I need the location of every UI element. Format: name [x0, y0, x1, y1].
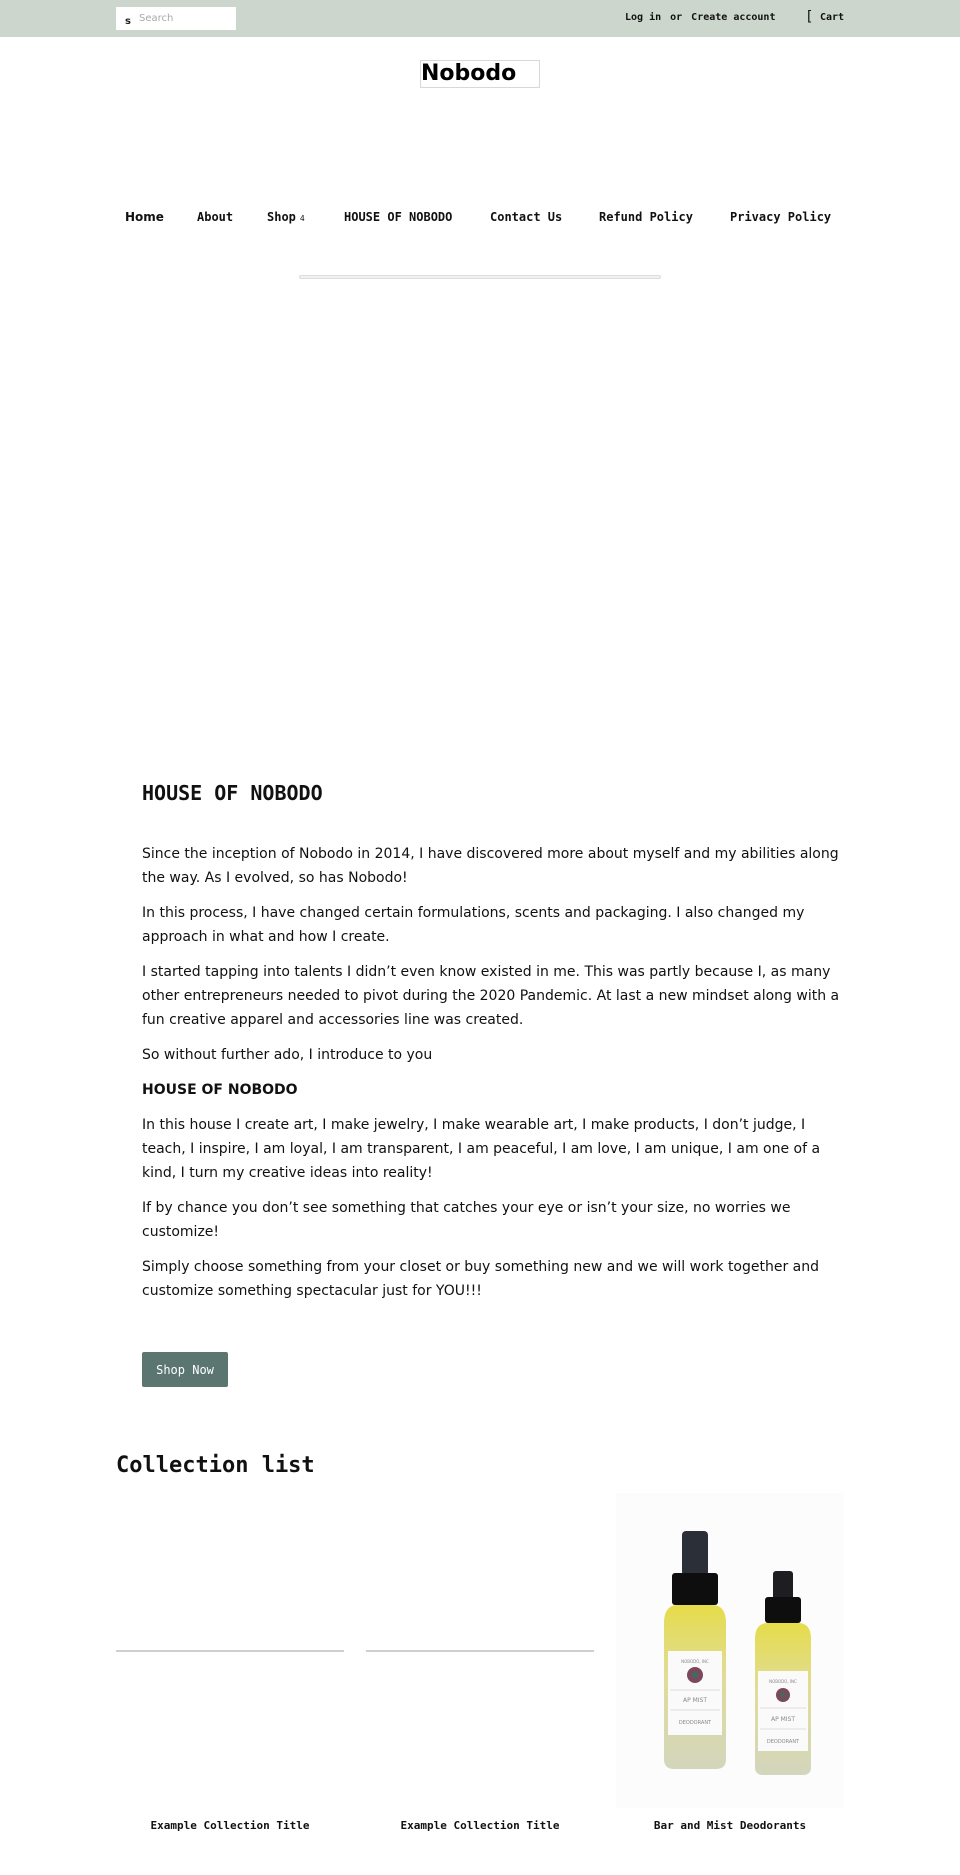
collection-card[interactable] — [116, 1493, 344, 1838]
collection-list-title: Collection list — [116, 1453, 315, 1478]
subheading: HOUSE OF NOBODO — [142, 1082, 298, 1098]
create-account-link[interactable]: Create account — [691, 12, 776, 23]
page-content — [142, 780, 852, 1314]
nav-item-contact-us[interactable]: Contact Us — [490, 210, 563, 224]
paragraph: In this process, I have changed certain formulations, scents and packaging. I also changed my approach in what and how I create. — [142, 905, 805, 945]
collection-title: Bar and Mist Deodorants — [653, 1819, 807, 1832]
collection-card[interactable] — [616, 1493, 844, 1838]
nav-item-privacy-policy[interactable]: Privacy Policy — [730, 210, 832, 224]
collection-title: Example Collection Title — [150, 1819, 310, 1832]
collection-card[interactable] — [366, 1493, 594, 1838]
paragraph: If by chance you don’t see something that catches your eye or isn’t your size, no worries we customize! — [142, 1200, 791, 1240]
deodorant-bottles-image — [616, 1493, 844, 1808]
svg-text:AP MIST: AP MIST — [770, 1716, 796, 1723]
svg-text:NOBODO, INC: NOBODO, INC — [681, 1659, 709, 1664]
nav-item-house-of-nobodo[interactable]: HOUSE OF NOBODO — [344, 210, 453, 224]
nav-item-refund-policy[interactable]: Refund Policy — [599, 210, 693, 224]
search-icon[interactable]: s — [125, 16, 131, 27]
placeholder-line — [116, 1650, 344, 1652]
slideshow-progress-bar — [299, 275, 661, 279]
collection-image-placeholder — [366, 1493, 594, 1808]
paragraph: So without further ado, I introduce to you — [142, 1047, 433, 1063]
nav-item-home[interactable]: Home — [125, 210, 164, 224]
svg-text:NOBODO, INC: NOBODO, INC — [769, 1679, 797, 1684]
login-link[interactable]: Log in — [625, 12, 662, 23]
search-input[interactable] — [139, 10, 231, 26]
paragraph: Since the inception of Nobodo in 2014, I have discovered more about myself and my abilities along the way. As I evolved, so has Nobodo! — [142, 846, 839, 886]
bottles-illustration — [616, 1493, 844, 1808]
search-box[interactable] — [116, 7, 236, 30]
account-links — [625, 12, 775, 24]
chevron-down-icon: 4 — [299, 214, 305, 223]
top-bar — [0, 0, 960, 37]
nav-item-shop[interactable] — [267, 209, 305, 227]
paragraph: I started tapping into talents I didn’t even know existed in me. This was partly because I, as many other entrepreneurs needed to pivot during the 2020 Pandemic. At last a new mindset along with a fun creative apparel and accessories line was created. — [142, 964, 840, 1028]
paragraph: Simply choose something from your closet or buy something new and we will work together and customize something spectacular just for YOU!!! — [142, 1259, 820, 1299]
shop-now-button[interactable]: Shop Now — [142, 1352, 228, 1387]
collection-title: Example Collection Title — [400, 1819, 560, 1832]
page-title: HOUSE OF NOBODO — [142, 781, 323, 805]
or-separator: or — [670, 12, 683, 23]
cart-icon[interactable]: [ — [805, 9, 814, 25]
collection-image-placeholder — [116, 1493, 344, 1808]
svg-text:AP MIST: AP MIST — [682, 1697, 708, 1704]
svg-text:DEODORANT: DEODORANT — [766, 1739, 800, 1745]
paragraph: In this house I create art, I make jewelry, I make wearable art, I make products, I don’t judge, I teach, I inspire, I am loyal, I am transparent, I am peaceful, I am love, I am unique, I am one of a kind, I turn my creative ideas into reality! — [142, 1117, 821, 1181]
cart-link[interactable]: Cart — [820, 12, 845, 23]
placeholder-line — [366, 1650, 594, 1652]
nav-item-about[interactable]: About — [197, 210, 234, 224]
site-logo[interactable]: Nobodo — [420, 60, 540, 88]
nav-item-shop-label: Shop — [267, 210, 296, 224]
svg-text:DEODORANT: DEODORANT — [678, 1720, 712, 1726]
main-nav — [0, 209, 960, 229]
